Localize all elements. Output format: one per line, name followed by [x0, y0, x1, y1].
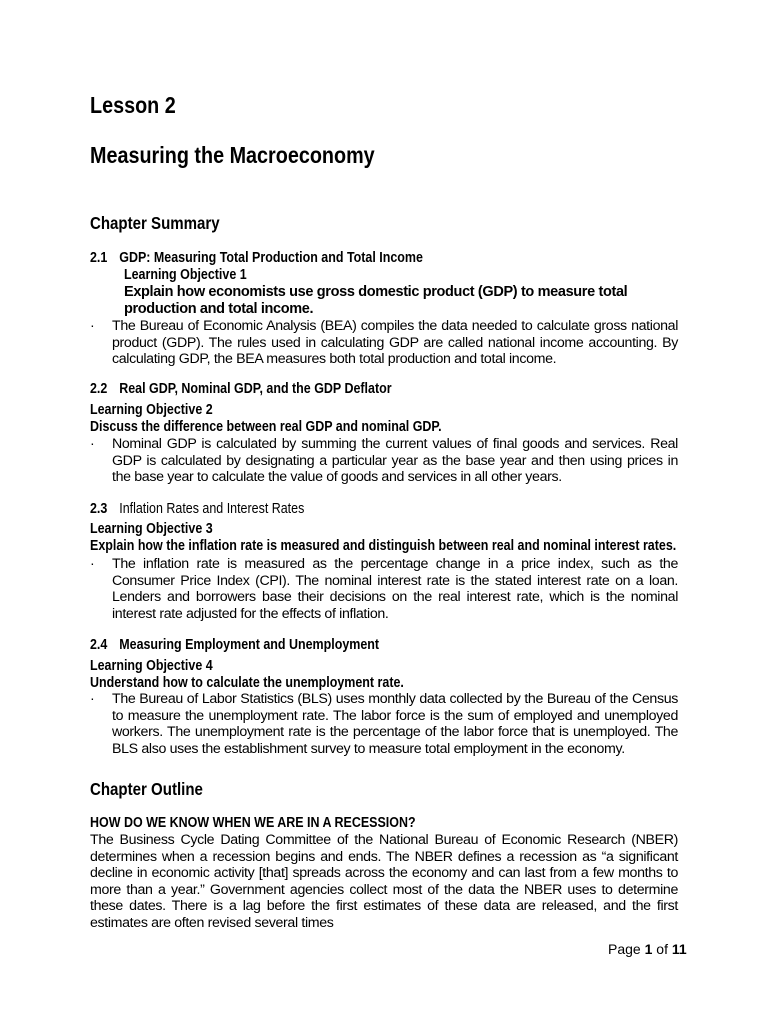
bullet-icon: ·: [90, 436, 95, 452]
bullet-icon: ·: [90, 691, 95, 707]
list-item: · The Bureau of Economic Analysis (BEA) compiles the data needed to calculate gross national product (GDP). The rules used in calculating GDP are called national income accounting. By calculating GDP, the BEA measures both total production and total income.: [90, 318, 678, 367]
bullet-icon: ·: [90, 318, 95, 334]
learning-objective-label: Learning Objective 2: [90, 402, 213, 418]
learning-objective-label: Learning Objective 4: [90, 658, 213, 674]
list-item: · The Bureau of Labor Statistics (BLS) uses monthly data collected by the Bureau of the Census to measure the unemployment rate. The labor force is the sum of employed and unemployed workers. The unemployment rate is the percentage of the labor force that is unemployed. The BLS also uses the establishment survey to measure total employment in the economy.: [90, 691, 678, 757]
section-heading: 2.2 Real GDP, Nominal GDP, and the GDP Deflator: [90, 381, 392, 397]
list-item: · The inflation rate is measured as the percentage change in a price index, such as the Consumer Price Index (CPI). The nominal interest rate is the stated interest rate on a loan. Lenders and borrowers base their decisions on the real interest rate, which is the nominal interest rate adjusted for the effects of inflation.: [90, 556, 678, 622]
bullet-icon: ·: [90, 556, 95, 572]
learning-objective-text: Understand how to calculate the unemployment rate.: [90, 675, 404, 691]
outline-paragraph: The Business Cycle Dating Committee of the National Bureau of Economic Research (NBER) determines when a recession begins and ends. The NBER defines a recession as “a significant decline in economic activity [that] spreads across the economy and can last from a few months to more than a year.” Government agencies collect most of the data the NBER uses to determine these dates. There is a lag before the first estimates of these data are released, and the first estimates are often revised several times: [90, 832, 678, 931]
learning-objective-label: Learning Objective 3: [90, 521, 213, 537]
page-title: Measuring the Macroeconomy: [90, 142, 375, 168]
lesson-label: Lesson 2: [90, 92, 176, 118]
list-item: · Nominal GDP is calculated by summing the current values of final goods and services. Real GDP is calculated by designating a particular year as the base year and then using prices in the base year to calculate the value of goods and services in all other years.: [90, 436, 678, 485]
learning-objective-text: Explain how economists use gross domestic product (GDP) to measure total production and total income.: [124, 284, 628, 317]
learning-objective-text: Discuss the difference between real GDP and nominal GDP.: [90, 419, 442, 435]
section-heading: 2.1 GDP: Measuring Total Production and Total Income: [90, 250, 423, 266]
section-heading: 2.4 Measuring Employment and Unemployment: [90, 637, 380, 653]
chapter-outline-heading: Chapter Outline: [90, 779, 203, 799]
learning-objective-label: Learning Objective 1: [124, 267, 247, 283]
page-number: Page 1 of 11: [608, 941, 687, 957]
chapter-summary-heading: Chapter Summary: [90, 213, 220, 233]
section-heading: 2.3 Inflation Rates and Interest Rates: [90, 501, 305, 517]
outline-subheading: HOW DO WE KNOW WHEN WE ARE IN A RECESSION?: [90, 815, 416, 831]
learning-objective-text: Explain how the inflation rate is measured and distinguish between real and nominal interest rates.: [90, 538, 677, 554]
